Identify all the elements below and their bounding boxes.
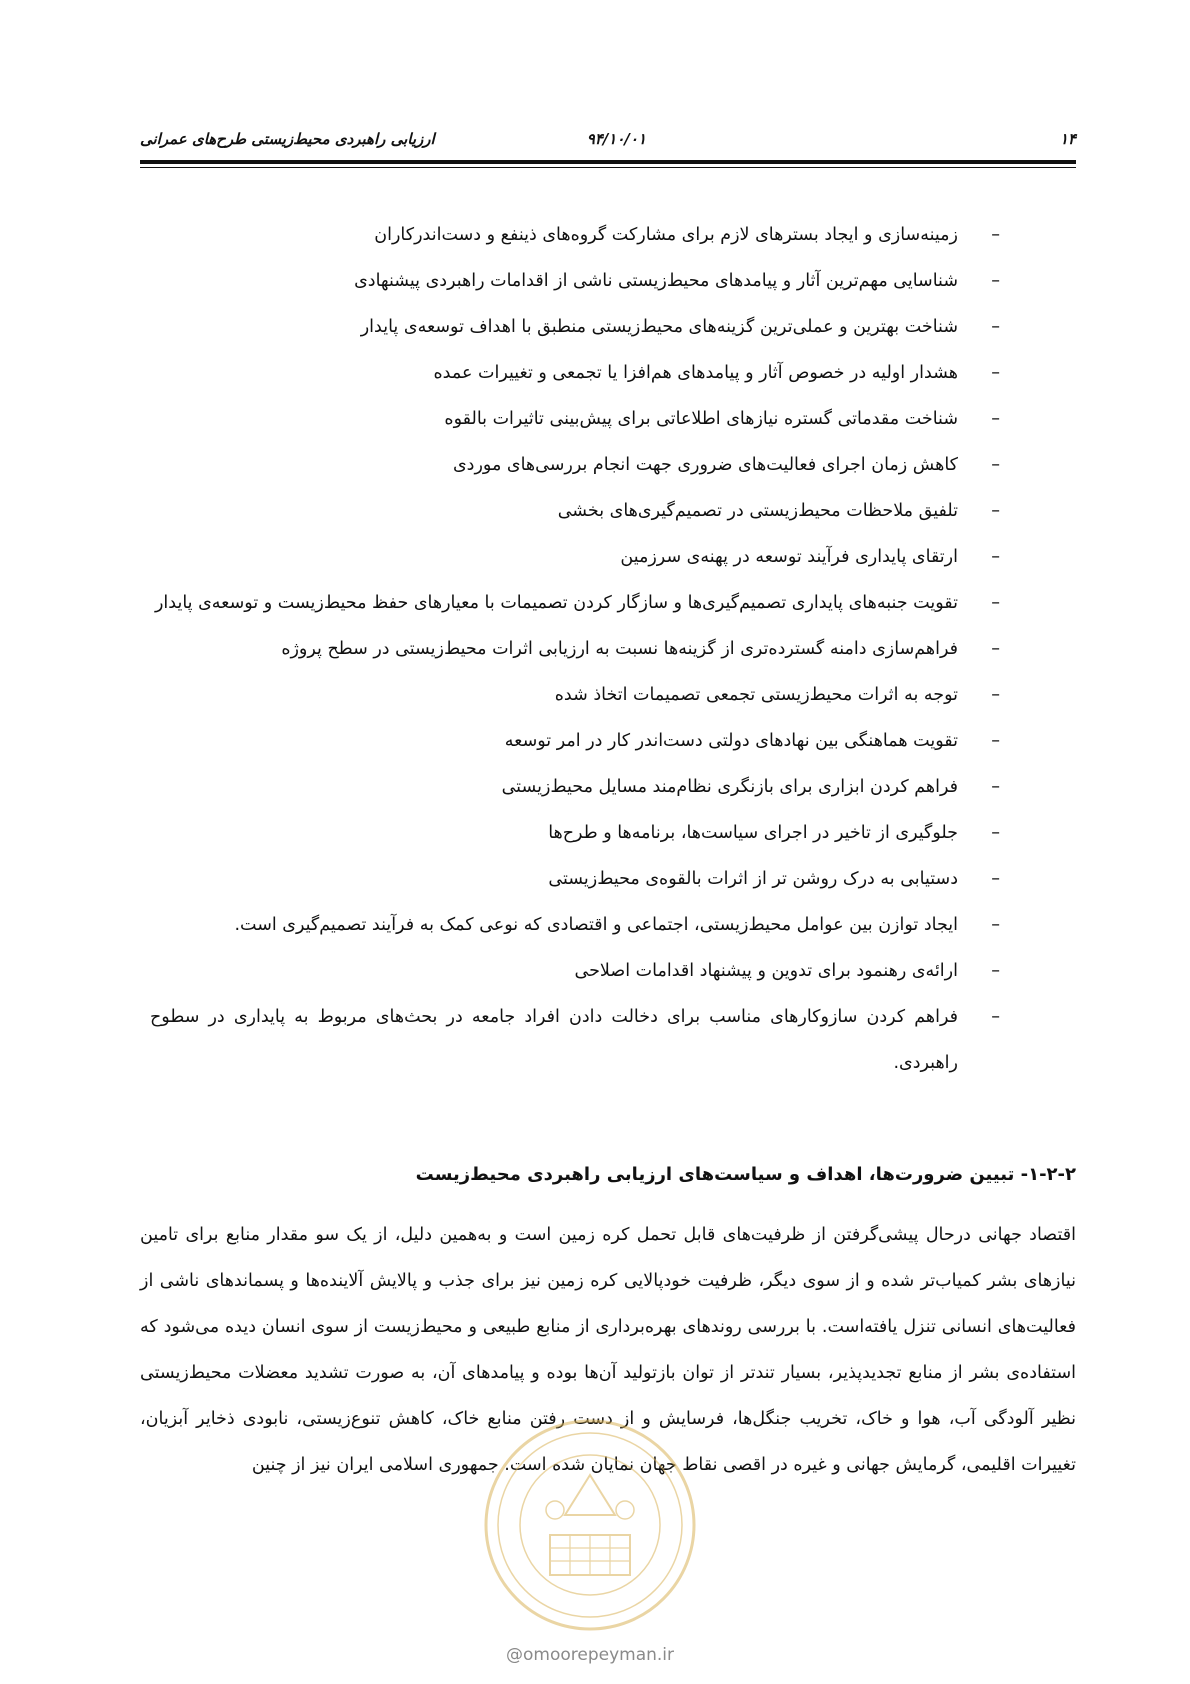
bullet-dash: –	[991, 639, 1000, 659]
list-item-text: ایجاد توازن بین عوامل محیط‌زیستی، اجتماعی و اقتصادی که نوعی کمک به فرآیند تصمیم‌گیری است.	[234, 915, 958, 935]
header-rule-thick	[140, 160, 1076, 164]
header-title: ارزیابی راهبردی محیط‌زیستی طرح‌های عمرانی	[140, 130, 435, 148]
objectives-list	[150, 212, 1000, 1086]
list-item-text: شناسایی مهم‌ترین آثار و پیامدهای محیط‌زیستی ناشی از اقدامات راهبردی پیشنهادی	[354, 271, 958, 291]
list-item-text: شناخت بهترین و عملی‌ترین گزینه‌های محیط‌زیستی منطبق با اهداف توسعه‌ی پایدار	[360, 317, 958, 337]
list-item	[150, 304, 1000, 350]
bullet-dash: –	[991, 961, 1000, 981]
list-item	[150, 258, 1000, 304]
list-item	[150, 580, 1000, 626]
list-item-text: شناخت مقدماتی گستره نیازهای اطلاعاتی برای پیش‌بینی تاثیرات بالقوه	[444, 409, 958, 429]
list-item-text: کاهش زمان اجرای فعالیت‌های ضروری جهت انجام بررسی‌های موردی	[452, 455, 958, 475]
list-item-text: ارتقای پایداری فرآیند توسعه در پهنه‌ی سرزمین	[620, 547, 958, 567]
bullet-dash: –	[991, 547, 1000, 567]
section-heading: ۱-۲-۲- تبیین ضرورت‌ها، اهداف و سیاست‌های ارزیابی راهبردی محیط‌زیست	[415, 1164, 1076, 1185]
list-item	[150, 810, 1000, 856]
header-rule-thin	[140, 167, 1076, 168]
list-item	[150, 396, 1000, 442]
list-item	[150, 534, 1000, 580]
list-item	[150, 212, 1000, 258]
bullet-dash: –	[991, 317, 1000, 337]
bullet-dash: –	[991, 501, 1000, 521]
bullet-dash: –	[991, 869, 1000, 889]
bullet-dash: –	[991, 777, 1000, 797]
list-item-text: دستیابی به درک روشن تر از اثرات بالقوه‌ی محیط‌زیستی	[548, 869, 958, 889]
list-item-text: تقویت هماهنگی بین نهادهای دولتی دست‌اندر کار در امر توسعه	[504, 731, 958, 751]
list-item-text: ارائه‌ی رهنمود برای تدوین و پیشنهاد اقدامات اصلاحی	[574, 961, 958, 981]
list-item	[150, 626, 1000, 672]
list-item-text: هشدار اولیه در خصوص آثار و پیامدهای هم‌افزا یا تجمعی و تغییرات عمده	[433, 363, 958, 383]
watermark-seal-icon	[480, 1415, 700, 1635]
bullet-dash: –	[991, 225, 1000, 245]
list-item	[150, 856, 1000, 902]
list-item	[150, 672, 1000, 718]
list-item	[150, 902, 1000, 948]
list-item	[150, 948, 1000, 994]
watermark-url: @omoorepeyman.ir	[505, 1645, 675, 1665]
list-item-text: فراهم کردن ابزاری برای بازنگری نظام‌مند مسایل محیط‌زیستی	[501, 777, 958, 797]
bullet-dash: –	[991, 1007, 1000, 1027]
list-item-text: تلفیق ملاحظات محیط‌زیستی در تصمیم‌گیری‌های بخشی	[557, 501, 958, 521]
bullet-dash: –	[991, 409, 1000, 429]
bullet-dash: –	[991, 823, 1000, 843]
running-header	[140, 130, 1076, 152]
list-item-text: جلوگیری از تاخیر در اجرای سیاست‌ها، برنامه‌ها و طرح‌ها	[548, 823, 958, 843]
list-item	[150, 764, 1000, 810]
bullet-dash: –	[991, 363, 1000, 383]
bullet-dash: –	[991, 685, 1000, 705]
bullet-dash: –	[991, 731, 1000, 751]
list-item	[150, 442, 1000, 488]
list-item	[150, 350, 1000, 396]
list-item-text: زمینه‌سازی و ایجاد بسترهای لازم برای مشارکت گروه‌های ذینفع و دست‌اندرکاران	[374, 225, 958, 245]
bullet-dash: –	[991, 593, 1000, 613]
list-item-text: فراهم کردن سازوکارهای مناسب برای دخالت دادن افراد جامعه در بحث‌های مربوط به پایداری در سطوح راهبردی.	[150, 1007, 958, 1073]
list-item	[150, 488, 1000, 534]
list-item-text: توجه به اثرات محیط‌زیستی تجمعی تصمیمات اتخاذ شده	[554, 685, 958, 705]
bullet-dash: –	[991, 455, 1000, 475]
list-item-text: تقویت جنبه‌های پایداری تصمیم‌گیری‌ها و سازگار کردن تصمیمات با معیارهای حفظ محیط‌زیست و توسعه‌ی پایدار	[154, 593, 958, 613]
body-paragraph: اقتصاد جهانی درحال پیشی‌گرفتن از ظرفیت‌های قابل تحمل کره زمین است و به‌همین دلیل، از یک سو مقدار منابع برای تامین نیازهای بشر کمیاب‌تر شده و از سوی دیگر، ظرفیت خودپالایی کره زمین نیز برای جذب و پالایش آلاینده‌ها و پسماندهای ناشی از فعالیت‌های انسانی تنزل یافته‌است. با بررسی روندهای بهره‌برداری از منابع طبیعی و محیط‌زیست از سوی انسان دیده می‌شود که استفاده‌ی بشر از منابع تجدیدپذیر، بسیار تندتر از توان بازتولید آن‌ها بوده و پیامدهای آن، به صورت تشدید معضلات محیط‌زیستی نظیر آلودگی آب، هوا و خاک، تخریب جنگل‌ها، فرسایش و از دست رفتن منابع خاک، کاهش تنوع‌زیستی، نابودی ذخایر آبزیان، تغییرات اقلیمی، گرمایش جهانی و غیره در اقصی نقاط جهان نمایان شده است. جمهوری اسلامی ایران نیز از چنین	[140, 1225, 1076, 1475]
page-number: ۱۴	[1059, 130, 1076, 148]
bullet-dash: –	[991, 915, 1000, 935]
list-item	[150, 718, 1000, 764]
header-date: ۹۴/۱۰/۰۱	[586, 130, 646, 148]
list-item	[150, 994, 1000, 1086]
bullet-dash: –	[991, 271, 1000, 291]
list-item-text: فراهم‌سازی دامنه گسترده‌تری از گزینه‌ها نسبت به ارزیابی اثرات محیط‌زیستی در سطح پروژه	[281, 639, 958, 659]
